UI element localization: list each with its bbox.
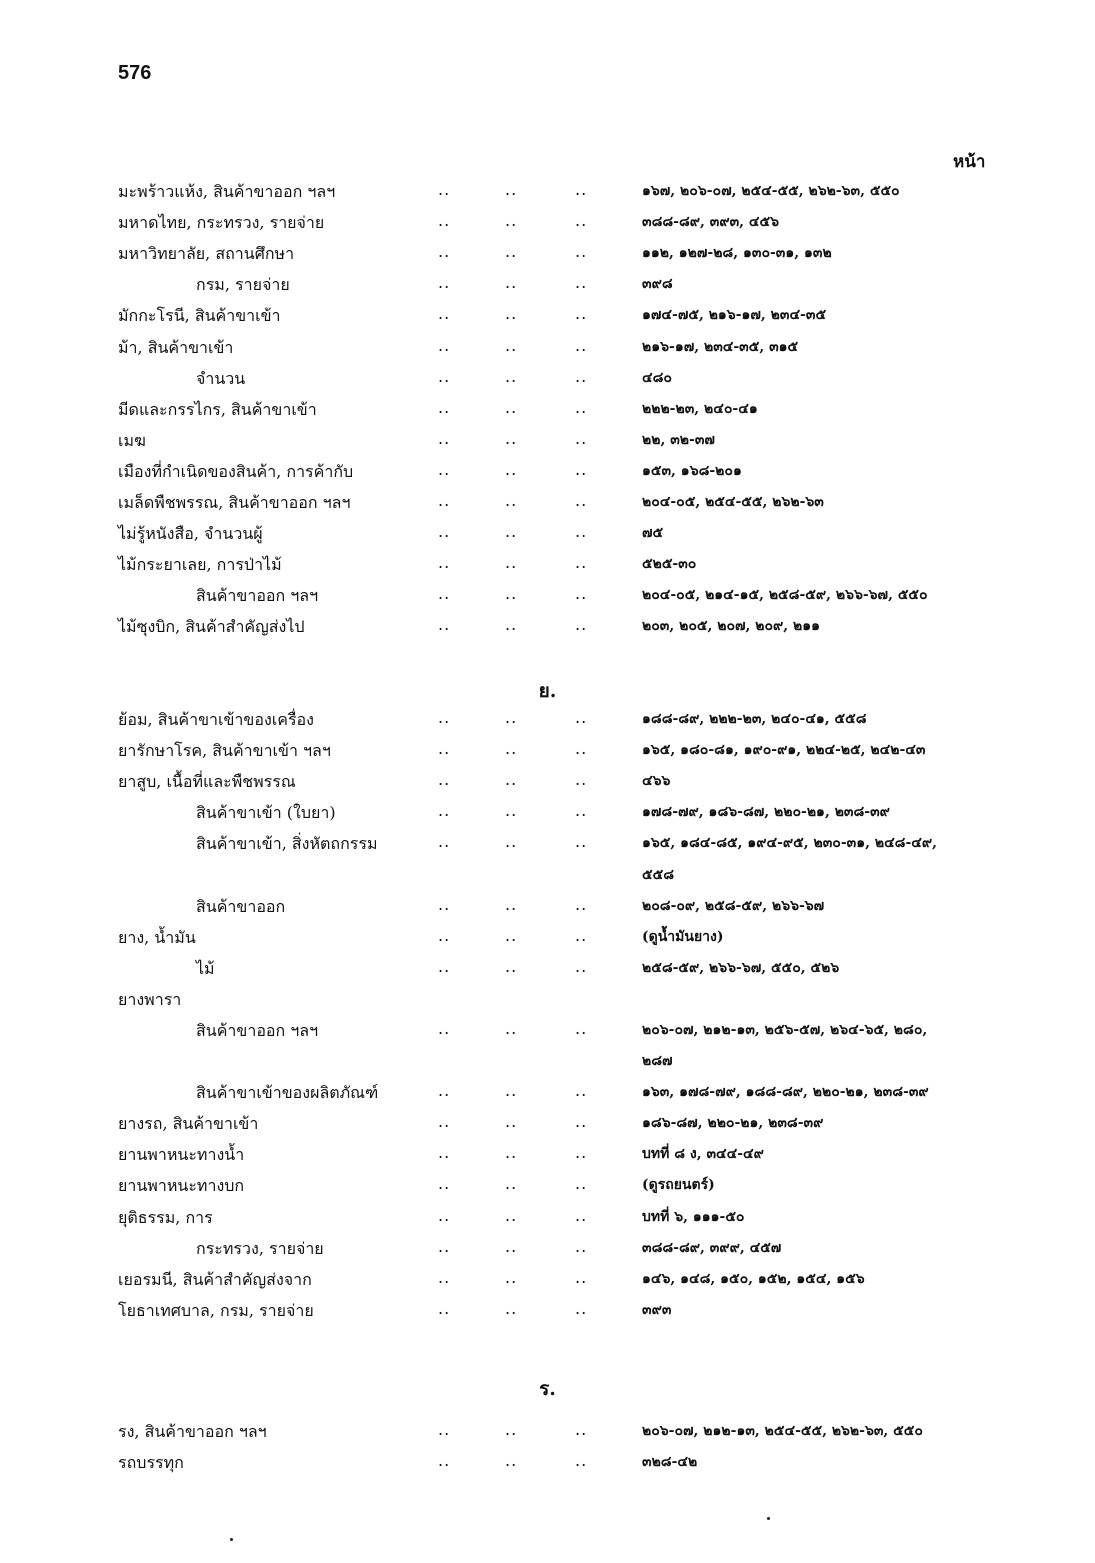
entry-term: ยาง, น้ำมัน (118, 928, 196, 947)
leader-dots: .. (575, 1451, 588, 1470)
page-column-header: หน้า (953, 152, 986, 172)
entry-pages: ๓๙๘ (642, 276, 673, 292)
index-entry (0, 1112, 1095, 1142)
leader-dots: .. (438, 1174, 451, 1193)
entry-pages: ๑๖๕, ๑๘๔-๘๕, ๑๙๔-๙๕, ๒๓๐-๓๑, ๒๔๘-๔๙, (642, 835, 938, 851)
leader-dots: .. (575, 957, 588, 976)
leader-dots: .. (575, 460, 588, 479)
section-heading: ย. (538, 680, 557, 702)
leader-dots: .. (575, 1299, 588, 1318)
leader-dots: .. (575, 739, 588, 758)
leader-dots: .. (575, 1019, 588, 1038)
leader-dots: .. (505, 429, 518, 448)
entry-term: สินค้าขาเข้า (ใบยา) (196, 803, 336, 822)
leader-dots: .. (505, 1299, 518, 1318)
leader-dots: .. (505, 553, 518, 572)
scan-speck (767, 1517, 770, 1520)
index-entry (0, 988, 1095, 1018)
leader-dots: .. (505, 895, 518, 914)
entry-pages: ๑๖๕, ๑๘๐-๘๑, ๑๙๐-๙๑, ๒๒๔-๒๕, ๒๔๒-๔๓ (642, 742, 926, 758)
leader-dots: .. (505, 1206, 518, 1225)
entry-term: จำนวน (196, 369, 246, 388)
leader-dots: .. (438, 1019, 451, 1038)
leader-dots: .. (575, 336, 588, 355)
leader-dots: .. (438, 1268, 451, 1287)
entry-term: สินค้าขาเข้าของผลิตภัณฑ์ (196, 1083, 379, 1102)
index-entry (0, 1420, 1095, 1450)
leader-dots: .. (505, 1081, 518, 1100)
entry-term: เมฆ (118, 431, 146, 450)
leader-dots: .. (505, 367, 518, 386)
leader-dots: .. (438, 1420, 451, 1439)
section-heading: ร. (539, 1378, 556, 1400)
leader-dots: .. (438, 615, 451, 634)
leader-dots: .. (505, 304, 518, 323)
leader-dots: .. (438, 584, 451, 603)
entry-pages: บทที่ ๘ ง, ๓๔๔-๔๙ (642, 1146, 764, 1162)
entry-pages: ๑๗๘-๗๙, ๑๘๖-๘๗, ๒๒๐-๒๑, ๒๓๘-๓๙ (642, 804, 890, 820)
leader-dots: .. (438, 367, 451, 386)
entry-term: มหาวิทยาลัย, สถานศึกษา (118, 244, 295, 263)
leader-dots: .. (575, 304, 588, 323)
index-entry (0, 739, 1095, 769)
index-entry (0, 367, 1095, 397)
entry-term: มหาดไทย, กระทรวง, รายจ่าย (118, 213, 325, 232)
entry-pages: ๑๘๖-๘๗, ๒๒๐-๒๑, ๒๓๘-๓๙ (642, 1115, 824, 1131)
entry-term: ไม่รู้หนังสือ, จำนวนผู้ (118, 524, 263, 543)
leader-dots: .. (505, 460, 518, 479)
index-entry (0, 491, 1095, 521)
leader-dots: .. (438, 1143, 451, 1162)
leader-dots: .. (505, 926, 518, 945)
entry-term: ไม้ (196, 959, 215, 978)
leader-dots: .. (575, 895, 588, 914)
leader-dots: .. (575, 584, 588, 603)
leader-dots: .. (575, 491, 588, 510)
leader-dots: .. (575, 770, 588, 789)
entry-term: สินค้าขาออก ฯลฯ (196, 1021, 319, 1040)
leader-dots: .. (438, 522, 451, 541)
leader-dots: .. (575, 1237, 588, 1256)
entry-term: ยางพารา (118, 990, 182, 1009)
leader-dots: .. (575, 1268, 588, 1287)
index-entry (0, 708, 1095, 738)
leader-dots: .. (575, 398, 588, 417)
leader-dots: .. (438, 957, 451, 976)
entry-pages: (ดูน้ำมันยาง) (642, 929, 724, 945)
index-entry (0, 304, 1095, 334)
index-entry (0, 1019, 1095, 1049)
leader-dots: .. (438, 770, 451, 789)
leader-dots: .. (505, 832, 518, 851)
index-entry (0, 211, 1095, 241)
leader-dots: .. (505, 770, 518, 789)
entry-term: ย้อม, สินค้าขาเข้าของเครื่อง (118, 710, 314, 729)
scan-speck (230, 1538, 233, 1541)
leader-dots: .. (505, 1174, 518, 1193)
leader-dots: .. (575, 429, 588, 448)
leader-dots: .. (505, 1112, 518, 1131)
entry-term: ยานพาหนะทางน้ำ (118, 1145, 245, 1164)
index-entry (0, 801, 1095, 831)
entry-pages: (ดูรถยนตร์) (642, 1177, 715, 1193)
leader-dots: .. (505, 491, 518, 510)
entry-pages: ๑๗๔-๗๕, ๒๑๖-๑๗, ๒๓๔-๓๕ (642, 307, 827, 323)
leader-dots: .. (575, 1081, 588, 1100)
index-entry (0, 1206, 1095, 1236)
index-entry (0, 553, 1095, 583)
leader-dots: .. (438, 801, 451, 820)
leader-dots: .. (505, 739, 518, 758)
index-entry (0, 895, 1095, 925)
leader-dots: .. (505, 584, 518, 603)
entry-term: ไม้กระยาเลย, การป่าไม้ (118, 555, 282, 574)
entry-term: รง, สินค้าขาออก ฯลฯ (118, 1422, 267, 1441)
entry-term: ยานพาหนะทางบก (118, 1176, 245, 1195)
entry-term: ยาสูบ, เนื้อที่และพืชพรรณ (118, 772, 296, 791)
leader-dots: .. (438, 304, 451, 323)
leader-dots: .. (438, 708, 451, 727)
leader-dots: .. (575, 801, 588, 820)
entry-pages-continued: ๒๘๗ (642, 1053, 673, 1069)
entry-term: มักกะโรนี, สินค้าขาเข้า (118, 306, 281, 325)
entry-pages: ๒๒๒-๒๓, ๒๔๐-๔๑ (642, 401, 758, 417)
leader-dots: .. (505, 957, 518, 976)
index-entry (0, 398, 1095, 428)
index-entry (0, 832, 1095, 862)
leader-dots: .. (505, 211, 518, 230)
entry-term: สินค้าขาออก (196, 897, 286, 916)
leader-dots: .. (575, 273, 588, 292)
index-entry (0, 584, 1095, 614)
leader-dots: .. (438, 180, 451, 199)
leader-dots: .. (575, 180, 588, 199)
entry-term: เมล็ดพืชพรรณ, สินค้าขาออก ฯลฯ (118, 493, 351, 512)
entry-pages: ๗๕ (642, 525, 664, 541)
leader-dots: .. (505, 1420, 518, 1439)
index-entry (0, 180, 1095, 210)
entry-pages: ๑๖๓, ๑๗๘-๗๙, ๑๘๘-๘๙, ๒๒๐-๒๑, ๒๓๘-๓๙ (642, 1084, 929, 1100)
leader-dots: .. (505, 1451, 518, 1470)
entry-pages: ๑๘๘-๘๙, ๒๒๒-๒๓, ๒๔๐-๔๑, ๕๕๘ (642, 711, 867, 727)
entry-pages: ๓๙๓ (642, 1302, 672, 1318)
leader-dots: .. (438, 1299, 451, 1318)
leader-dots: .. (575, 926, 588, 945)
leader-dots: .. (438, 1451, 451, 1470)
leader-dots: .. (438, 1081, 451, 1100)
page-number: 576 (118, 62, 152, 84)
leader-dots: .. (505, 180, 518, 199)
leader-dots: .. (575, 242, 588, 261)
leader-dots: .. (505, 1019, 518, 1038)
index-entry (0, 957, 1095, 987)
leader-dots: .. (505, 1143, 518, 1162)
leader-dots: .. (438, 926, 451, 945)
leader-dots: .. (438, 491, 451, 510)
entry-pages: บทที่ ๖, ๑๑๑-๕๐ (642, 1209, 745, 1225)
index-entry (0, 336, 1095, 366)
entry-term: สินค้าขาเข้า, สิ่งหัตถกรรม (196, 834, 378, 853)
entry-term: สินค้าขาออก ฯลฯ (196, 586, 319, 605)
index-entry (0, 1268, 1095, 1298)
leader-dots: .. (575, 1112, 588, 1131)
entry-pages: ๑๑๒, ๑๒๗-๒๘, ๑๓๐-๓๑, ๑๓๒ (642, 245, 832, 261)
index-entry (0, 460, 1095, 490)
index-entry (0, 273, 1095, 303)
leader-dots: .. (438, 553, 451, 572)
leader-dots: .. (438, 1206, 451, 1225)
leader-dots: .. (505, 522, 518, 541)
leader-dots: .. (505, 1237, 518, 1256)
entry-pages: ๒๐๖-๐๗, ๒๑๒-๑๓, ๒๕๔-๕๕, ๒๖๒-๖๓, ๕๕๐ (642, 1423, 923, 1439)
entry-pages: ๕๒๕-๓๐ (642, 556, 697, 572)
entry-pages: ๓๘๘-๘๙, ๓๙๓, ๔๕๖ (642, 214, 780, 230)
leader-dots: .. (438, 739, 451, 758)
entry-pages: ๒๐๔-๐๕, ๒๑๔-๑๕, ๒๕๘-๕๙, ๒๖๖-๖๗, ๕๕๐ (642, 587, 928, 603)
leader-dots: .. (505, 1268, 518, 1287)
entry-pages: ๓๒๘-๔๒ (642, 1454, 698, 1470)
leader-dots: .. (438, 242, 451, 261)
leader-dots: .. (505, 336, 518, 355)
entry-pages: ๑๔๖, ๑๔๘, ๑๕๐, ๑๕๒, ๑๕๔, ๑๕๖ (642, 1271, 865, 1287)
entry-term: ยางรถ, สินค้าขาเข้า (118, 1114, 259, 1133)
leader-dots: .. (438, 211, 451, 230)
index-entry (0, 615, 1095, 645)
leader-dots: .. (438, 895, 451, 914)
leader-dots: .. (438, 1237, 451, 1256)
index-entry (0, 522, 1095, 552)
entry-pages: ๑๖๗, ๒๐๖-๐๗, ๒๕๔-๕๕, ๒๖๒-๖๓, ๕๕๐ (642, 183, 900, 199)
entry-pages-continued: ๕๕๘ (642, 867, 674, 883)
index-entry (0, 1299, 1095, 1329)
leader-dots: .. (438, 398, 451, 417)
entry-pages: ๔๖๖ (642, 773, 671, 789)
leader-dots: .. (575, 553, 588, 572)
leader-dots: .. (575, 211, 588, 230)
index-entry (0, 242, 1095, 272)
leader-dots: .. (575, 615, 588, 634)
entry-term: ม้า, สินค้าขาเข้า (118, 338, 234, 357)
leader-dots: .. (438, 460, 451, 479)
leader-dots: .. (575, 708, 588, 727)
leader-dots: .. (575, 1206, 588, 1225)
leader-dots: .. (575, 367, 588, 386)
entry-pages: ๒๐๓, ๒๐๕, ๒๐๗, ๒๐๙, ๒๑๑ (642, 618, 821, 634)
entry-pages: ๒๒, ๓๒-๓๗ (642, 432, 715, 448)
entry-term: ยุติธรรม, การ (118, 1208, 213, 1227)
entry-term: เมืองที่กำเนิดของสินค้า, การค้ากับ (118, 462, 354, 481)
entry-pages: ๔๘๐ (642, 370, 672, 386)
leader-dots: .. (505, 615, 518, 634)
entry-term: เยอรมนี, สินค้าสำคัญส่งจาก (118, 1270, 312, 1289)
entry-pages: ๒๐๖-๐๗, ๒๑๒-๑๓, ๒๕๖-๕๗, ๒๖๔-๖๕, ๒๘๐, (642, 1022, 928, 1038)
leader-dots: .. (505, 273, 518, 292)
entry-term: รถบรรทุก (118, 1453, 184, 1472)
entry-term: กระทรวง, รายจ่าย (196, 1239, 324, 1258)
entry-pages: ๒๐๘-๐๙, ๒๕๘-๕๙, ๒๖๖-๖๗ (642, 898, 825, 914)
index-entry (0, 1174, 1095, 1204)
leader-dots: .. (438, 336, 451, 355)
leader-dots: .. (438, 832, 451, 851)
entry-pages: ๒๑๖-๑๗, ๒๓๔-๓๕, ๓๑๕ (642, 339, 799, 355)
leader-dots: .. (505, 801, 518, 820)
entry-pages: ๒๕๘-๕๙, ๒๖๖-๖๗, ๕๕๐, ๕๒๖ (642, 960, 840, 976)
leader-dots: .. (575, 1143, 588, 1162)
index-entry (0, 1451, 1095, 1481)
entry-pages: ๓๘๘-๘๙, ๓๙๙, ๔๕๗ (642, 1240, 782, 1256)
entry-term: กรม, รายจ่าย (196, 275, 290, 294)
index-entry (0, 1081, 1095, 1111)
leader-dots: .. (575, 832, 588, 851)
entry-term: มีดและกรรไกร, สินค้าขาเข้า (118, 400, 317, 419)
index-entry (0, 1237, 1095, 1267)
index-entry (0, 429, 1095, 459)
entry-term: ไม้ซุงบิก, สินค้าสำคัญส่งไป (118, 617, 305, 636)
index-entry (0, 1143, 1095, 1173)
leader-dots: .. (575, 1420, 588, 1439)
entry-term: มะพร้าวแห้ง, สินค้าขาออก ฯลฯ (118, 182, 336, 201)
leader-dots: .. (575, 522, 588, 541)
leader-dots: .. (438, 1112, 451, 1131)
leader-dots: .. (505, 242, 518, 261)
leader-dots: .. (575, 1174, 588, 1193)
entry-pages: ๒๐๔-๐๕, ๒๕๔-๕๕, ๒๖๒-๖๓ (642, 494, 824, 510)
leader-dots: .. (505, 708, 518, 727)
leader-dots: .. (505, 398, 518, 417)
index-entry (0, 926, 1095, 956)
entry-pages: ๑๕๓, ๑๖๘-๒๐๑ (642, 463, 742, 479)
entry-term: ยารักษาโรค, สินค้าขาเข้า ฯลฯ (118, 741, 331, 760)
leader-dots: .. (438, 429, 451, 448)
entry-term: โยธาเทศบาล, กรม, รายจ่าย (118, 1301, 314, 1320)
index-entry (0, 770, 1095, 800)
leader-dots: .. (438, 273, 451, 292)
